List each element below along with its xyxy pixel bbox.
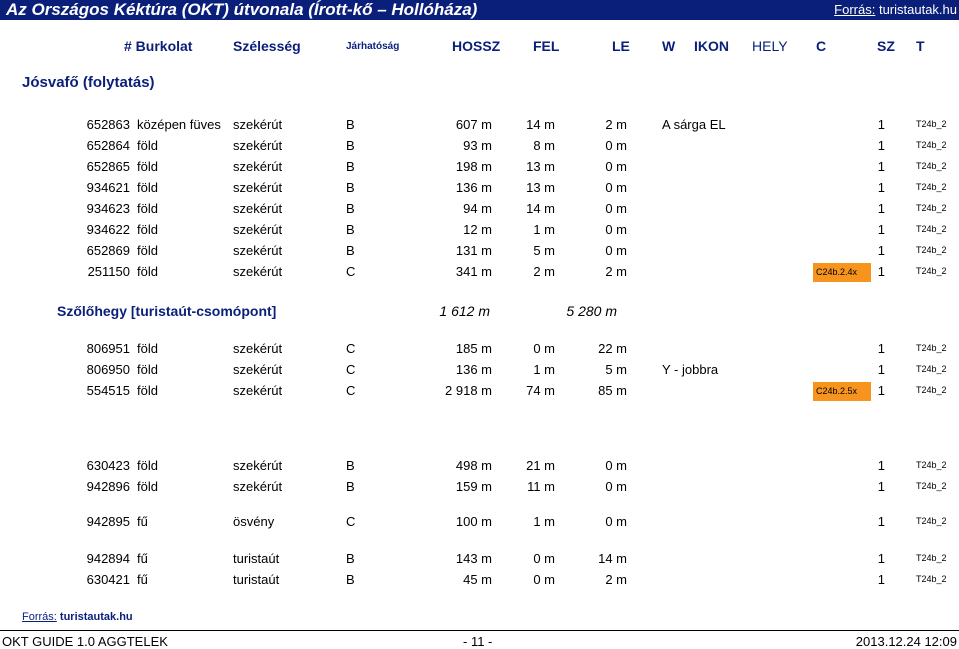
segment-ascent: 21 m (526, 458, 555, 473)
segment-id: 934621 (86, 180, 130, 195)
segment-tile: T24b_2 (916, 460, 947, 470)
segment-length: 136 m (455, 180, 492, 195)
segment-id: 251150 (87, 264, 130, 279)
segment-ascent: 13 m (526, 159, 555, 174)
segment-note: A sárga EL (662, 117, 726, 132)
table-row (0, 114, 959, 135)
header-hely: HELY (752, 38, 788, 54)
segment-width: szekérút (233, 383, 283, 398)
milestone-name: Szőlőhegy [turistaút-csomópont] (57, 303, 277, 319)
segment-length: 159 m (455, 479, 492, 494)
segment-sz: 1 (877, 264, 885, 279)
segment-surface: föld (137, 180, 158, 195)
header-width: Szélesség (233, 38, 301, 54)
segment-tile: T24b_2 (916, 364, 947, 374)
segment-sz: 1 (877, 138, 885, 153)
segment-sz: 1 (877, 514, 885, 529)
segment-tile: T24b_2 (916, 245, 947, 255)
table-row (0, 455, 959, 476)
segment-access: B (346, 243, 355, 258)
segment-width: szekérút (233, 138, 283, 153)
segment-descent: 0 m (605, 479, 627, 494)
table-row (0, 177, 959, 198)
segment-sz: 1 (877, 383, 885, 398)
source-bottom-link[interactable]: turistautak.hu (59, 611, 133, 623)
header-c: C (816, 38, 827, 54)
segment-access: B (346, 551, 355, 566)
segment-surface: föld (137, 458, 158, 473)
segment-width: turistaút (233, 572, 280, 587)
segment-length: 136 m (455, 362, 492, 377)
segment-tile: T24b_2 (916, 140, 947, 150)
table-row (0, 156, 959, 177)
segment-length: 12 m (463, 222, 492, 237)
segment-ascent: 1 m (533, 222, 555, 237)
segment-ascent: 11 m (527, 479, 555, 494)
segment-descent: 0 m (605, 458, 627, 473)
segment-ascent: 0 m (533, 572, 555, 587)
segment-surface: föld (137, 341, 158, 356)
segment-ascent: 74 m (526, 383, 555, 398)
segment-length: 100 m (455, 514, 492, 529)
segment-id: 934623 (86, 201, 130, 216)
segment-descent: 2 m (605, 264, 627, 279)
segment-length: 185 m (455, 341, 492, 356)
segment-descent: 0 m (605, 180, 627, 195)
segment-ascent: 1 m (533, 514, 555, 529)
segment-tile: T24b_2 (916, 119, 947, 129)
segment-width: szekérút (233, 243, 283, 258)
segment-width: szekérút (233, 201, 283, 216)
segment-tile: T24b_2 (916, 574, 947, 584)
source-top-label: Forrás: (834, 2, 876, 17)
segment-width: szekérút (233, 362, 283, 377)
footer-right: 2013.12.24 12:09 (855, 634, 957, 649)
segment-descent: 0 m (605, 159, 627, 174)
segment-tile: T24b_2 (916, 385, 947, 395)
header-access: Járhatóság (346, 41, 400, 52)
segment-width: szekérút (233, 180, 283, 195)
segment-badge: C24b.2.5x (813, 382, 871, 401)
segment-sz: 1 (877, 201, 885, 216)
segment-ascent: 14 m (526, 117, 555, 132)
table-row (0, 338, 959, 359)
segment-width: szekérút (233, 479, 283, 494)
header-ikon: IKON (694, 38, 729, 54)
segment-sz: 1 (877, 572, 885, 587)
segment-length: 93 m (463, 138, 492, 153)
footer-left: OKT GUIDE 1.0 AGGTELEK (2, 634, 168, 649)
segment-surface: föld (137, 383, 158, 398)
table-row (0, 548, 959, 569)
segment-descent: 5 m (605, 362, 627, 377)
source-top (834, 0, 957, 20)
header-t: T (916, 38, 925, 54)
segment-surface: föld (137, 362, 158, 377)
segment-sz: 1 (877, 159, 885, 174)
segment-ascent: 8 m (533, 138, 555, 153)
segment-tile: T24b_2 (916, 553, 947, 563)
segment-note: Y - jobbra (662, 362, 719, 377)
segment-width: szekérút (233, 341, 283, 356)
segment-tile: T24b_2 (916, 224, 947, 234)
segment-descent: 14 m (598, 551, 627, 566)
segment-ascent: 2 m (533, 264, 555, 279)
table-row (0, 511, 959, 532)
segment-id: 630421 (86, 572, 130, 587)
source-bottom (22, 611, 133, 623)
segment-sz: 1 (877, 458, 885, 473)
segment-width: szekérút (233, 222, 283, 237)
segment-surface: fű (137, 514, 148, 529)
segment-ascent: 1 m (533, 362, 555, 377)
segment-tile: T24b_2 (916, 516, 947, 526)
milestone-row (0, 300, 959, 322)
section-title: Jósvafő (folytatás) (22, 74, 155, 91)
segment-access: B (346, 138, 355, 153)
segment-ascent: 5 m (533, 243, 555, 258)
segment-descent: 0 m (605, 243, 627, 258)
segment-sz: 1 (877, 180, 885, 195)
segment-length: 143 m (455, 551, 492, 566)
segment-descent: 2 m (605, 572, 627, 587)
segment-width: turistaút (233, 551, 280, 566)
segment-tile: T24b_2 (916, 203, 947, 213)
segment-access: B (346, 458, 355, 473)
segment-access: C (346, 383, 356, 398)
segment-sz: 1 (877, 551, 885, 566)
table-row (0, 198, 959, 219)
segment-sz: 1 (877, 222, 885, 237)
segment-access: C (346, 362, 356, 377)
segment-access: B (346, 479, 355, 494)
header-w: W (662, 38, 676, 54)
segment-surface: középen füves (137, 117, 221, 132)
segment-width: szekérút (233, 264, 283, 279)
segment-tile: T24b_2 (916, 343, 947, 353)
segment-sz: 1 (877, 341, 885, 356)
table-row (0, 359, 959, 380)
table-row (0, 380, 959, 401)
segment-descent: 85 m (598, 383, 627, 398)
segment-id: 934622 (86, 222, 130, 237)
segment-surface: föld (137, 201, 158, 216)
segment-tile: T24b_2 (916, 161, 947, 171)
segment-surface: fű (137, 572, 148, 587)
source-bottom-label: Forrás: (22, 611, 57, 623)
segment-length: 2 918 m (445, 383, 492, 398)
footer-divider (0, 630, 959, 631)
segment-descent: 22 m (598, 341, 627, 356)
segment-sz: 1 (877, 479, 885, 494)
segment-id: 806950 (86, 362, 130, 377)
header-num-surface: # Burkolat (124, 38, 193, 54)
segment-id: 942895 (86, 514, 130, 529)
segment-descent: 0 m (605, 222, 627, 237)
segment-id: 652865 (86, 159, 130, 174)
segment-length: 498 m (455, 458, 492, 473)
segment-access: C (346, 264, 356, 279)
segment-surface: föld (137, 243, 158, 258)
segment-length: 94 m (463, 201, 492, 216)
segment-tile: T24b_2 (916, 481, 947, 491)
segment-id: 806951 (86, 341, 130, 356)
segment-length: 341 m (455, 264, 492, 279)
segment-access: C (346, 514, 356, 529)
header-length: HOSSZ (452, 38, 501, 54)
header-sz: SZ (877, 38, 895, 54)
segment-surface: föld (137, 479, 158, 494)
header-up: FEL (533, 38, 560, 54)
segment-surface: fű (137, 551, 148, 566)
segment-id: 652863 (86, 117, 130, 132)
segment-id: 652864 (86, 138, 130, 153)
segment-width: szekérút (233, 117, 283, 132)
table-row (0, 569, 959, 590)
segment-ascent: 0 m (533, 341, 555, 356)
segment-surface: föld (137, 138, 158, 153)
segment-ascent: 14 m (526, 201, 555, 216)
table-row (0, 135, 959, 156)
table-row (0, 240, 959, 261)
segment-width: szekérút (233, 159, 283, 174)
segment-id: 942896 (86, 479, 130, 494)
milestone-elevation: 5 280 m (566, 303, 617, 319)
footer-page-number: - 11 - (463, 634, 493, 649)
segment-descent: 0 m (605, 201, 627, 216)
segment-id: 554515 (86, 383, 130, 398)
segment-descent: 0 m (605, 514, 627, 529)
segment-access: B (346, 117, 355, 132)
page-title: Az Országos Kéktúra (OKT) útvonala (Írott-kő – Hollóháza) (6, 0, 478, 19)
segment-sz: 1 (877, 243, 885, 258)
table-row (0, 219, 959, 240)
segment-width: ösvény (233, 514, 275, 529)
segment-access: B (346, 222, 355, 237)
segment-surface: föld (137, 264, 158, 279)
segment-length: 45 m (463, 572, 492, 587)
milestone-length: 1 612 m (439, 303, 490, 319)
segment-descent: 2 m (605, 117, 627, 132)
source-top-link[interactable]: turistautak.hu (878, 2, 957, 17)
segment-surface: föld (137, 159, 158, 174)
segment-access: C (346, 341, 356, 356)
segment-access: B (346, 159, 355, 174)
segment-access: B (346, 180, 355, 195)
segment-descent: 0 m (605, 138, 627, 153)
segment-access: B (346, 572, 355, 587)
segment-id: 942894 (86, 551, 130, 566)
segment-tile: T24b_2 (916, 266, 947, 276)
segment-surface: föld (137, 222, 158, 237)
segment-ascent: 0 m (533, 551, 555, 566)
segment-width: szekérút (233, 458, 283, 473)
segment-sz: 1 (877, 117, 885, 132)
header-down: LE (612, 38, 630, 54)
segment-ascent: 13 m (526, 180, 555, 195)
segment-length: 607 m (455, 117, 492, 132)
segment-length: 198 m (455, 159, 492, 174)
segment-tile: T24b_2 (916, 182, 947, 192)
segment-access: B (346, 201, 355, 216)
segment-badge: C24b.2.4x (813, 263, 871, 282)
segment-id: 630423 (86, 458, 130, 473)
table-row (0, 476, 959, 497)
segment-sz: 1 (877, 362, 885, 377)
segment-id: 652869 (86, 243, 130, 258)
table-row (0, 261, 959, 282)
segment-length: 131 m (455, 243, 492, 258)
